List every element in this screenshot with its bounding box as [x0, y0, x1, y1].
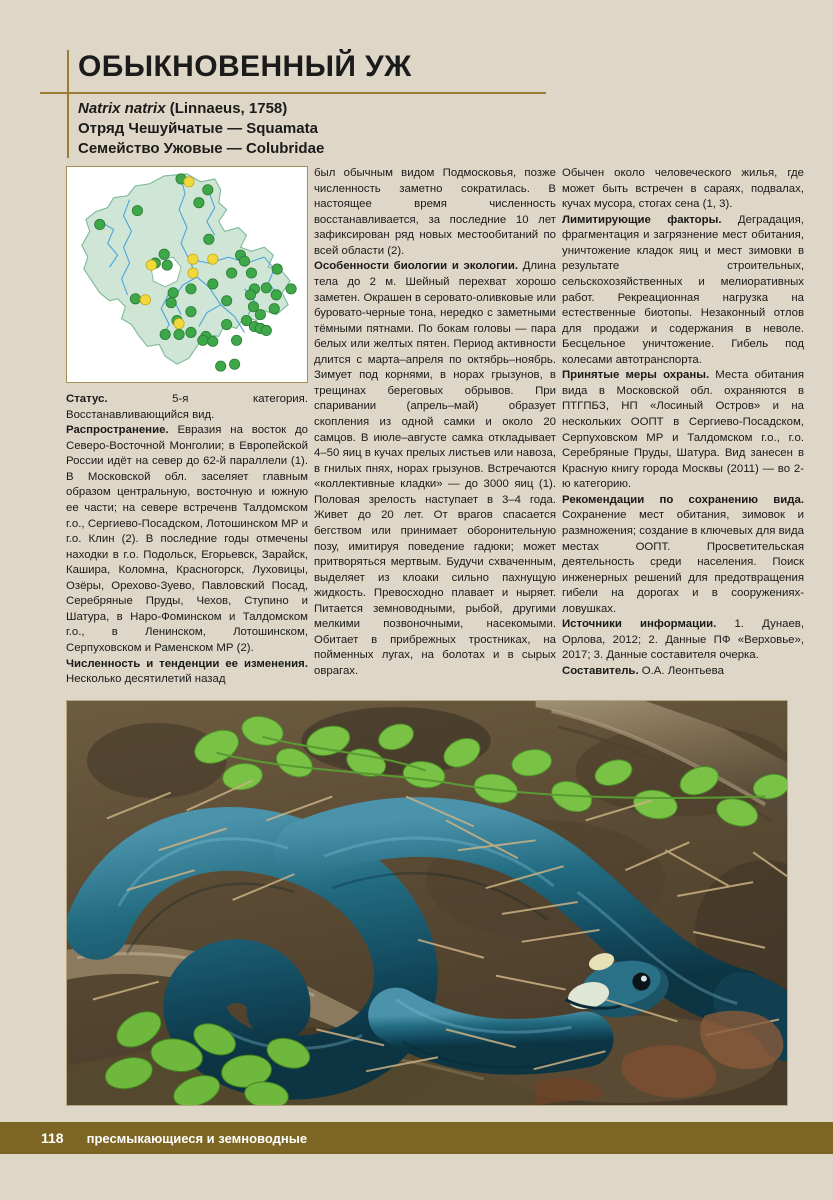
heading-abundance: Численность и тенденции ее изменения.: [66, 657, 308, 670]
heading-recommendations: Рекомендации по сохранению вида.: [562, 493, 804, 506]
distribution-map: [66, 166, 308, 383]
page-title: ОБЫКНОВЕННЫЙ УЖ: [78, 50, 412, 83]
text-column-right: [562, 166, 804, 680]
heading-sources: Источники информации.: [562, 618, 717, 631]
species-photograph: [66, 700, 788, 1106]
paragraph-abundance-cont: [314, 166, 556, 259]
family-line: Семейство Ужовые — Colubridae: [78, 139, 325, 157]
taxonomy-block: [78, 99, 324, 158]
paragraph-limiting-factors: [562, 213, 804, 369]
heading-limiting-factors: Лимитирующие факторы.: [562, 213, 722, 226]
body-sources: 1. Дунаев, Орлова, 2012; 2. Данные ПФ «Верховье», 2017; 3. Данные составителя очерка.: [562, 618, 804, 662]
text-column-left: [66, 392, 308, 688]
authority: (Linnaeus, 1758): [165, 100, 288, 117]
heading-distribution: Распространение.: [66, 424, 169, 437]
heading-biology: Особенности биологии и экологии.: [314, 260, 518, 273]
heading-protection-measures: Принятые меры охраны.: [562, 369, 710, 382]
page-header: [0, 0, 833, 160]
header-horizontal-rule: [40, 92, 546, 94]
body-limiting-factors: Деградация, фрагментация и загрязнение мест обитания, уничтожение кладок яиц и мест зимовки в результате строительных, сельскохозяйственных и мелиоративных работ. Рекреационная нагрузка на естественные биотопы. Незаконный отлов для продажи и содержания в неволе. Бесцельное уничтожение. Гибель под колесами автотранспорта.: [562, 213, 804, 366]
paragraph-author: [562, 664, 804, 680]
text-column-middle: [314, 166, 556, 680]
body-abundance: Несколько десятилетий назад: [66, 673, 226, 686]
paragraph-biology-cont: [562, 166, 804, 213]
footer-page-number: 118: [41, 1130, 64, 1146]
paragraph-abundance: [66, 657, 308, 688]
body-abundance-cont: был обычным видом Подмосковья, позже численность заметно сократилась. В настоящее время численность восстанавливается, за последние 10 лет зафиксирован ряд новых местообитаний по всей области (2).: [314, 167, 556, 257]
body-protection-measures: Места обитания вида в Московской обл. охраняются в ПТГПБЗ, НП «Лосиный Остров» и на нескольких ООПТ в Сергиево-Посадском, Серпуховском МР и Талдомском г.о., г.о. Серебряные Пруды, Шатура. Вид занесен в Красную книгу города Москвы (2011) — во 2-ю категорию.: [562, 369, 804, 491]
paragraph-sources: [562, 617, 804, 664]
paragraph-distribution: [66, 423, 308, 656]
body-biology-cont: Обычен около человеческого жилья, где может быть встречен в сараях, подвалах, кучах мусора, стогах сена (1, 3).: [562, 167, 804, 211]
header-vertical-rule: [67, 50, 69, 158]
map-svg: [70, 170, 304, 379]
body-biology: Длина тела до 2 м. Шейный перехват хорошо заметен. Окрашен в серовато-оливковые или буровато-черные тона, нередко с заметными тёмными пятнами. По бокам головы — пара белых или желтых пятен. Период активности длится с марта–апреля по октябрь–ноябрь. Зимует под корнями, в норах грызунов, в трещинах береговых обрывов. При спаривании (апрель–май) образует скопления из одной самки и около 20 самцов. В июле–августе самка откладывает 4–50 яиц в кучах прелых листьев или навоза, в гнилых пнях, норах грызунов. Встречаются «коллективные кладки» — до 3000 яиц (1). Половая зрелость наступает в 3–4 года. Живет до 20 лет. От врагов спасается бегством или принимает оборонительную позу, имитируя поведение гадюки; может притворяться мертвым. Будучи схваченным, выделяет из клоаки сильно пахнущую жидкость. Превосходно плавает и ныряет. Питается земноводными, рыбой, другими мелкими позвоночными, насекомыми. Обитает в прибрежных тростниках, на пойменных лугах, на болотах и в сырых оврагах.: [314, 260, 556, 677]
paragraph-status: [66, 392, 308, 423]
paragraph-recommendations: [562, 493, 804, 618]
photo-illustration: [67, 701, 787, 1105]
body-author: О.А. Леонтьева: [638, 665, 724, 677]
body-status: 5-я категория. Восстанавливающийся вид.: [66, 393, 308, 421]
heading-author: Составитель.: [562, 665, 639, 677]
paragraph-protection-measures: [562, 368, 804, 493]
heading-status: Статус.: [66, 393, 108, 405]
latin-name: Natrix natrix: [78, 100, 166, 117]
paragraph-biology: [314, 259, 556, 679]
latin-name-line: [78, 99, 324, 119]
footer-section-title: пресмыкающиеся и земноводные: [86, 1130, 308, 1146]
body-distribution: Евразия на восток до Северо-Восточной Монголии; в Европейской России идёт на север до 62-й параллели (1). В Московской обл. заселяет главным образом центральную, восточную и южную ее части; на севере встреченв Талдомском г.о., Сергиево-Посадском, Лотошинском МР и г.о. Клин (2). В последние годы отмечены находки в г.о. Подольск, Егорьевск, Зарайск, Кашира, Коломна, Красногорск, Луховицы, Озёры, Орехово-Зуево, Павловский Посад, Серебряные Пруды, Чехов, Ступино и Шатура, в Наро-Фоминском и Талдомском г.о., в Ленинском, Лотошинском, Серпуховском и Раменском МР (2).: [66, 424, 308, 654]
body-recommendations: Сохранение мест обитания, зимовок и размножения; создание в ключевых для вида местах ООПТ. Просветительская деятельность среди населения. Поиск инженерных решений для предотвращения гибели на дорогах и в сооружениях-ловушках.: [562, 509, 804, 615]
page-footer: [0, 1122, 833, 1154]
order-line: Отряд Чешуйчатые — Squamata: [78, 119, 318, 137]
